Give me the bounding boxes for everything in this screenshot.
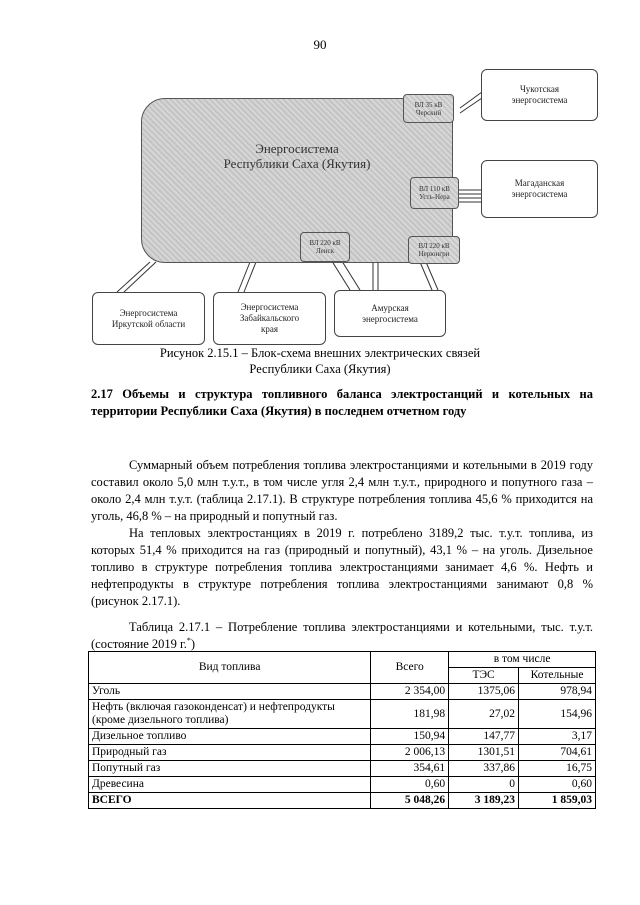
- main-system-line2: Республики Саха (Якутия): [223, 156, 371, 171]
- block-diagram: [0, 0, 640, 345]
- header-tes: ТЭС: [449, 668, 519, 684]
- table-caption: [91, 619, 593, 653]
- connector-chukotka: ВЛ 35 кВ Черский: [403, 94, 454, 123]
- row-name: Попутный газ: [89, 761, 371, 777]
- paragraph-2: На тепловых электростанциях в 2019 г. потреблено 3189,2 тыс. т.у.т. топлива, из которых 51,4 % приходится на газ (природный и попутный), 43,1 % – на уголь. Дизельное топливо в структуре потребления топлива электростанциями занимает 4,6 %. Нефть и нефтепродукты в структуре потребления топлива электростанциями занимают 0,8 % (рисунок 2.17.1).: [91, 526, 593, 608]
- table-row: [89, 729, 596, 745]
- row-total: 2 354,00: [371, 684, 449, 700]
- header-including: в том числе: [449, 652, 596, 668]
- table-caption-footnote: *: [186, 635, 191, 645]
- irkutsk-line2: Иркутской области: [111, 318, 186, 329]
- figure-caption-line2: Республики Саха (Якутия): [249, 362, 391, 376]
- magadan-line1: Магаданская: [514, 178, 565, 188]
- row-total: 354,61: [371, 761, 449, 777]
- connector-magadan: ВЛ 110 кВ Усть-Нера: [410, 177, 459, 209]
- header-total: Всего: [371, 652, 449, 684]
- chukotka-line2: энергосистема: [511, 95, 568, 105]
- row-total: 181,98: [371, 700, 449, 729]
- zabaikalsky-line1: Энергосистема: [240, 302, 299, 312]
- connector-lensk: ВЛ 220 кВ Ленск: [300, 232, 350, 262]
- row-total: 150,94: [371, 729, 449, 745]
- row-tes: 3 189,23: [449, 793, 519, 809]
- zabaikalsky-line2: Забайкальского: [239, 313, 300, 323]
- row-tes: 147,77: [449, 729, 519, 745]
- chukotka-line1: Чукотская: [519, 84, 560, 94]
- chukotka-system: [481, 69, 598, 121]
- row-tes: 27,02: [449, 700, 519, 729]
- table-row: [89, 761, 596, 777]
- figure-caption: [0, 345, 640, 377]
- row-tes: 1375,06: [449, 684, 519, 700]
- section-heading: 2.17 Объемы и структура топливного баланса электростанций и котельных на территории Республики Саха (Якутия) в последнем отчетном году: [91, 387, 593, 418]
- row-tes: 1301,51: [449, 745, 519, 761]
- body-text: [91, 457, 593, 610]
- row-name: Древесина: [89, 777, 371, 793]
- irkutsk-line1: Энергосистема: [119, 307, 178, 318]
- amur-line1: Амурская: [371, 302, 409, 313]
- row-total: 5 048,26: [371, 793, 449, 809]
- main-system-line1: Энергосистема: [255, 141, 339, 156]
- table-total-row: [89, 793, 596, 809]
- table-row: [89, 777, 596, 793]
- row-boilers: 154,96: [519, 700, 596, 729]
- magadan-system: [481, 160, 598, 218]
- row-name: ВСЕГО: [89, 793, 371, 809]
- row-total: 2 006,13: [371, 745, 449, 761]
- magadan-line2: энергосистема: [511, 189, 568, 199]
- amur-line2: энергосистема: [362, 313, 418, 324]
- row-boilers: 978,94: [519, 684, 596, 700]
- row-tes: 337,86: [449, 761, 519, 777]
- zabaikalsky-system: [213, 292, 326, 345]
- row-name: Дизельное топливо: [89, 729, 371, 745]
- connector-neryungri: ВЛ 220 кВ Нерюнгри: [408, 236, 460, 264]
- irkutsk-system: [92, 292, 205, 345]
- row-boilers: 3,17: [519, 729, 596, 745]
- figure-caption-line1: Рисунок 2.15.1 – Блок-схема внешних электрических связей: [159, 346, 481, 360]
- table-row: [89, 700, 596, 729]
- paragraph-1: Суммарный объем потребления топлива электростанциями и котельными в 2019 году составил около 5,0 млн т.у.т., в том числе угля 2,4 млн т.у.т., природного и попутного газа – около 2,4 млн т.у.т. (таблица 2.17.1). В структуре потребления топлива 45,6 % приходится на уголь, 46,8 % – на природный и попутный газ.: [91, 458, 593, 523]
- row-name: Нефть (включая газоконденсат) и нефтепродукты (кроме дизельного топлива): [89, 700, 371, 729]
- row-name: Природный газ: [89, 745, 371, 761]
- amur-system: [334, 290, 446, 337]
- page-number: 90: [313, 37, 327, 52]
- row-boilers: 704,61: [519, 745, 596, 761]
- row-total: 0,60: [371, 777, 449, 793]
- row-tes: 0: [449, 777, 519, 793]
- header-fuel-type: Вид топлива: [89, 652, 371, 684]
- row-boilers: 0,60: [519, 777, 596, 793]
- table-row: [89, 684, 596, 700]
- table-caption-end: ): [190, 637, 196, 651]
- row-boilers: 16,75: [519, 761, 596, 777]
- header-boilers: Котельные: [519, 668, 596, 684]
- row-name: Уголь: [89, 684, 371, 700]
- table-caption-text: Таблица 2.17.1 – Потребление топлива электростанциями и котельными, тыс. т.у.т. (состояние 2019 г.: [91, 620, 593, 651]
- row-boilers: 1 859,03: [519, 793, 596, 809]
- table-row: [89, 745, 596, 761]
- zabaikalsky-line3: края: [260, 324, 278, 334]
- fuel-consumption-table: [88, 651, 596, 809]
